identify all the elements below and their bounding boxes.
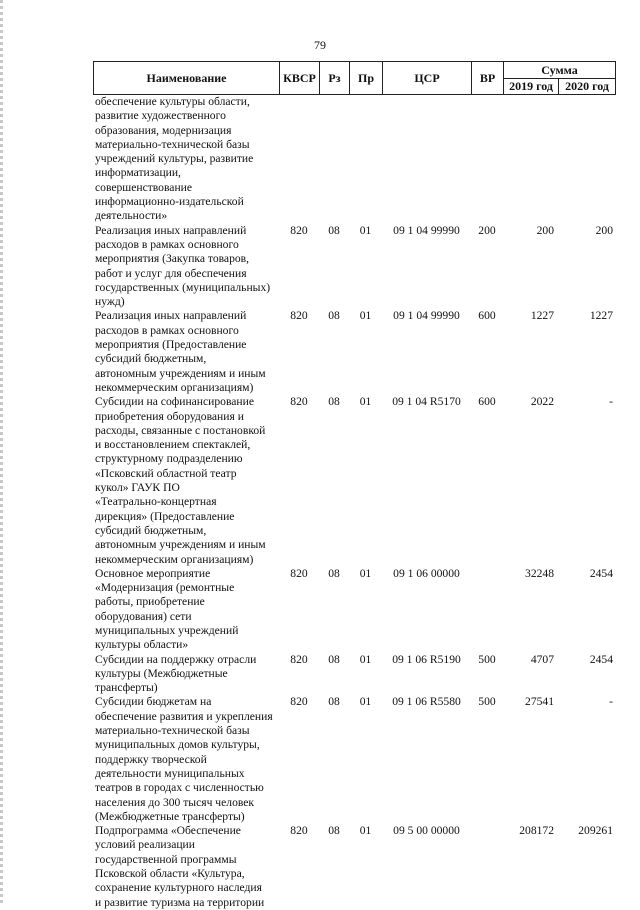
kvsr-cell: 820: [290, 223, 308, 237]
name-line: и развитие туризма на территории: [95, 895, 265, 909]
rz-cell: 08: [328, 824, 340, 838]
name-line: «Псковский областной театр: [95, 466, 237, 480]
sum-2020-cell: 200: [595, 223, 613, 237]
name-line: мероприятия (Предоставление: [95, 338, 247, 352]
table-row: [93, 395, 615, 567]
name-line: государственных (муниципальных): [95, 280, 271, 294]
name-line: некоммерческим организациям): [95, 552, 254, 566]
name-line: деятельности муниципальных: [95, 766, 245, 780]
name-line: образования, модернизация: [95, 123, 232, 137]
name-line: работ и услуг для обеспечения: [95, 266, 247, 280]
kvsr-cell: 820: [290, 824, 308, 838]
sum-2020-cell: 2454: [589, 566, 613, 580]
name-line: расходы, связанные с постановкой: [95, 423, 266, 437]
name-cell: [93, 224, 279, 310]
name-line: информатизации,: [95, 166, 181, 180]
name-line: деятельности»: [95, 209, 168, 223]
page-number: 79: [314, 38, 326, 52]
name-line: «Модернизация (ремонтные: [95, 581, 235, 595]
name-line: Подпрограмма «Обеспечение: [95, 824, 241, 838]
scan-edge: [0, 0, 3, 905]
table-row: [93, 653, 615, 696]
name-line: театров в городах с численностью: [95, 781, 264, 795]
name-line: Субсидии на софинансирование: [95, 395, 254, 409]
csr-cell: 09 1 04 99990: [393, 223, 460, 237]
header-rz: Рз: [320, 62, 350, 95]
name-line: населения до 300 тысяч человек: [95, 795, 255, 809]
sum-2020-cell: -: [609, 395, 613, 409]
table-header: [93, 61, 616, 95]
name-line: и восстановлением спектаклей,: [95, 438, 251, 452]
header-vr: ВР: [472, 62, 504, 95]
csr-cell: 09 1 04 99990: [393, 309, 460, 323]
pr-cell: 01: [359, 566, 372, 580]
csr-cell: 09 1 06 00000: [393, 566, 460, 580]
table-row: [93, 224, 615, 310]
table-body: [93, 95, 615, 910]
name-line: материально-технической базы: [95, 137, 250, 151]
name-line: нужд): [95, 295, 125, 309]
rz-cell: 08: [328, 566, 340, 580]
name-line: оборудования) сети: [95, 609, 192, 623]
header-kvsr: КВСР: [280, 62, 320, 95]
name-line: Субсидии бюджетам на: [95, 695, 212, 709]
sum-2019-cell: 1227: [530, 309, 554, 323]
header-pr: Пр: [350, 62, 383, 95]
csr-cell: 09 5 00 00000: [393, 824, 460, 838]
name-cell: [93, 824, 279, 910]
name-line: совершенствование: [95, 180, 192, 194]
kvsr-cell: 820: [290, 695, 308, 709]
name-cell: [93, 567, 279, 653]
rz-cell: 08: [328, 223, 340, 237]
header-sum: Сумма: [504, 62, 616, 79]
name-line: Основное мероприятие: [95, 566, 211, 580]
pr-cell: 01: [359, 824, 372, 838]
name-line: развитие художественного: [95, 109, 226, 123]
header-name: Наименование: [94, 62, 280, 95]
csr-cell: 09 1 06 R5190: [392, 652, 461, 666]
sum-2020-cell: -: [609, 695, 613, 709]
vr-cell: 600: [478, 395, 496, 409]
rz-cell: 08: [328, 395, 340, 409]
name-cell: [93, 95, 279, 224]
name-line: Реализация иных направлений: [95, 309, 247, 323]
pr-cell: 01: [359, 309, 372, 323]
name-cell: [93, 653, 279, 696]
name-line: учреждений культуры, развитие: [95, 152, 254, 166]
name-line: поддержку творческой: [95, 752, 207, 766]
name-line: расходов в рамках основного: [95, 237, 239, 251]
name-line: структурному подразделению: [95, 452, 243, 466]
pr-cell: 01: [359, 695, 372, 709]
rz-cell: 08: [328, 695, 340, 709]
table-row: [93, 695, 615, 824]
name-line: субсидий бюджетным,: [95, 523, 207, 537]
sum-2020-cell: 1227: [589, 309, 613, 323]
kvsr-cell: 820: [290, 395, 308, 409]
name-line: сохранение культурного наследия: [95, 881, 262, 895]
pr-cell: 01: [359, 652, 372, 666]
name-line: культуры (Межбюджетные: [95, 666, 228, 680]
header-csr: ЦСР: [383, 62, 472, 95]
name-line: мероприятия (Закупка товаров,: [95, 252, 250, 266]
header-year-2020: 2020 год: [559, 79, 616, 95]
name-line: некоммерческим организациям): [95, 380, 254, 394]
rz-cell: 08: [328, 652, 340, 666]
csr-cell: 09 1 04 R5170: [392, 395, 461, 409]
name-line: муниципальных домов культуры,: [95, 738, 260, 752]
table-row: [93, 95, 615, 224]
table-row: [93, 824, 615, 910]
name-cell: [93, 309, 279, 395]
name-line: Псковской области «Культура,: [95, 867, 245, 881]
sum-2019-cell: 200: [536, 223, 554, 237]
name-line: кукол» ГАУК ПО: [95, 481, 180, 495]
sum-2019-cell: 2022: [530, 395, 554, 409]
name-line: трансферты): [95, 681, 158, 695]
kvsr-cell: 820: [290, 309, 308, 323]
vr-cell: 500: [478, 695, 496, 709]
name-line: условий реализации: [95, 838, 195, 852]
pr-cell: 01: [359, 395, 372, 409]
name-line: обеспечение развития и укрепления: [95, 709, 273, 723]
kvsr-cell: 820: [290, 652, 308, 666]
kvsr-cell: 820: [290, 566, 308, 580]
name-line: обеспечение культуры области,: [95, 95, 250, 108]
name-line: приобретения оборудования и: [95, 409, 244, 423]
sum-2019-cell: 4707: [530, 652, 554, 666]
rz-cell: 08: [328, 309, 340, 323]
name-line: расходов в рамках основного: [95, 323, 239, 337]
name-line: культуры области»: [95, 638, 189, 652]
sum-2019-cell: 27541: [525, 695, 554, 709]
table-row: [93, 309, 615, 395]
name-line: материально-технической базы: [95, 724, 250, 738]
vr-cell: 500: [478, 652, 496, 666]
pr-cell: 01: [359, 223, 372, 237]
name-line: субсидий бюджетным,: [95, 352, 207, 366]
name-line: государственной программы: [95, 852, 237, 866]
name-cell: [93, 395, 279, 567]
vr-cell: 200: [478, 223, 496, 237]
name-cell: [93, 695, 279, 824]
sum-2019-cell: 208172: [519, 824, 554, 838]
name-line: (Межбюджетные трансферты): [95, 809, 245, 823]
sum-2020-cell: 209261: [578, 824, 613, 838]
vr-cell: 600: [478, 309, 496, 323]
csr-cell: 09 1 06 R5580: [392, 695, 461, 709]
name-line: дирекция» (Предоставление: [95, 509, 235, 523]
budget-table: [93, 61, 615, 910]
sum-2019-cell: 32248: [525, 566, 554, 580]
header-year-2019: 2019 год: [504, 79, 559, 95]
name-line: муниципальных учреждений: [95, 623, 239, 637]
table-row: [93, 567, 615, 653]
name-line: Реализация иных направлений: [95, 223, 247, 237]
name-line: информационно-издательской: [95, 195, 244, 209]
sum-2020-cell: 2454: [589, 652, 613, 666]
name-line: Субсидии на поддержку отрасли: [95, 652, 257, 666]
name-line: работы, приобретение: [95, 595, 205, 609]
name-line: автономным учреждениям и иным: [95, 366, 266, 380]
name-line: «Театрально-концертная: [95, 495, 217, 509]
name-line: автономным учреждениям и иным: [95, 538, 266, 552]
